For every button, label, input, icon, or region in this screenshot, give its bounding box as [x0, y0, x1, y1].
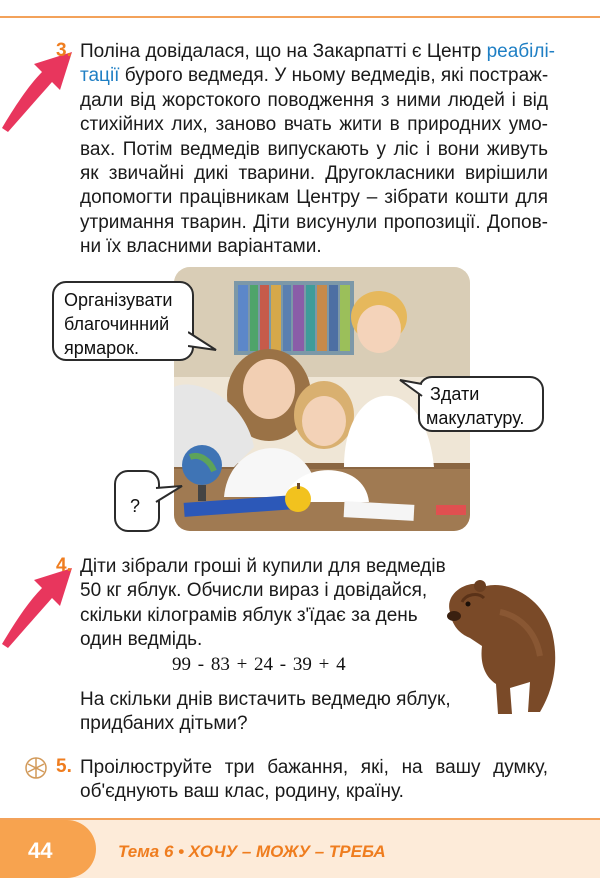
task-4-line-4: один ведмідь.	[80, 629, 203, 651]
task-3-text	[80, 40, 556, 260]
bubble-question-mark: ?	[130, 496, 141, 516]
brown-bear-image	[440, 572, 562, 718]
bubble-paper-line-2: макулатуру.	[426, 408, 525, 428]
task-4-line-2: 50 кг яблук. Обчисли вираз і довідайся,	[80, 580, 428, 602]
task-5-line-2: об'єднують ваш клас, родину, країну.	[80, 781, 404, 803]
task-3-line-3: дали від жорстокого поводження з ними людей і від	[80, 89, 548, 111]
bubble-fair-line-2: благочинний	[64, 314, 170, 334]
task-3-line-5: вах. Потім ведмедів випускають у ліс і вони живуть	[80, 138, 548, 160]
bubble-fair-line-3: ярмарок.	[64, 338, 140, 358]
task-3-line-9: ни їх власними варіантами.	[80, 236, 322, 258]
task-5-text	[80, 756, 548, 805]
math-expression: 99 - 83 + 24 - 39 + 4	[172, 654, 346, 675]
term-link-part-1[interactable]: реабілі-	[486, 41, 556, 62]
task-3-line-7: допомогти працівникам Центру – зібрати кошти для	[80, 187, 548, 209]
bubble-paper-line-1: Здати	[430, 384, 480, 404]
task-4-number: 4.	[56, 555, 72, 576]
bubble-fair-line-1: Організувати	[64, 290, 173, 310]
task-4-question	[80, 688, 451, 737]
task-4-line-1: Діти зібрали гроші й купили для ведмедів	[80, 556, 446, 577]
speech-bubble-fair	[52, 281, 194, 361]
speech-bubble-paper	[418, 376, 544, 432]
task-3-line-6: як звичайні дикі тварини. Другокласники вирішили	[80, 163, 548, 185]
task-3-line-8: утримання тварин. Діти висунули пропозиції. Допов-	[80, 211, 548, 233]
team-work-icon	[22, 756, 50, 780]
task-4-line-3: скільки кілограмів яблук з'їдає за день	[80, 604, 418, 626]
task-4-text	[80, 555, 446, 653]
chapter-theme: Тема 6 • ХОЧУ – МОЖУ – ТРЕБА	[118, 842, 386, 861]
task-3-line-2: бурого ведмедя. У ньому ведмедів, які постраж-	[124, 65, 549, 87]
task-3-line-4: стихійних лих, заново вчать жити в природних умо-	[80, 114, 548, 136]
task-3-line-1: Поліна довідалася, що на Закарпатті є Центр	[80, 41, 487, 62]
term-link-part-2[interactable]: тації	[80, 65, 120, 87]
top-rule	[0, 0, 600, 18]
task-3-number: 3.	[56, 40, 72, 61]
task-5-line-1: Проілюструйте три бажання, які, на вашу думку,	[80, 757, 548, 778]
bubble-tail-question	[154, 484, 184, 508]
page-number: 44	[28, 838, 53, 863]
bubble-tail-paper	[398, 378, 424, 402]
task-4-question-line-1: На скільки днів вистачить ведмедю яблук,	[80, 689, 451, 710]
bubble-tail-fair	[188, 330, 218, 354]
task-5-number: 5.	[56, 756, 72, 777]
task-4-question-line-2: придбаних дітьми?	[80, 713, 248, 735]
